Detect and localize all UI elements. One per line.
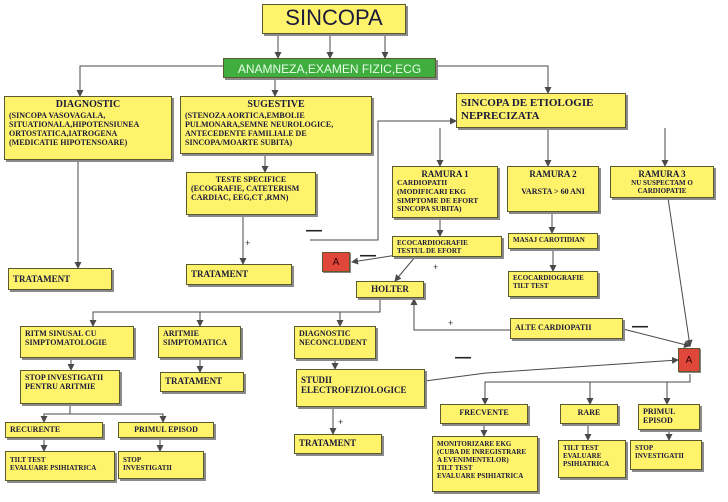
plus-label-teste: + [245,238,251,248]
sugestive-heading: SUGESTIVE [247,99,305,110]
aritmie-text: ARITMIE SIMPTOMATICA [163,329,228,348]
tratament-studii-text: TRATAMENT [299,438,357,448]
frecvente-box [440,404,528,424]
eco-tilt-box [508,271,598,297]
plus-label-studii: + [338,417,344,427]
minus-label-eco: — [360,247,376,264]
alte-cardiopatii-text: ALTE CARDIOPATII [515,323,592,332]
tratament-diagnostic-box [8,268,112,290]
diagnostic-body: (SINCOPA VASOVAGALA, SITUATIONALA,HIPOTENSIUNEA ORTOSTATICA,IATROGENA (MEDICATIE HIPOTENSOARE) [9,110,140,148]
root-box [223,58,436,78]
tilt-psih-left-text: TILT TEST EVALUARE PSIHIATRICA [10,456,97,473]
monitorizare-box [432,436,538,492]
title-text: SINCOPA [285,5,383,30]
tratament-aritmie-text: TRATAMENT [165,376,223,386]
tratament-teste-box [186,264,292,285]
connector-a-right-text: A [685,355,693,366]
ramura2-body: VARSTA > 60 ANI [521,187,585,197]
teste-body: (ECOGRAFIE, CATETERISM CARDIAC, EEG,CT ,RMN) [191,184,300,203]
primul-episod-right-text: PRIMUL EPISOD [643,407,676,426]
stop-left-box [118,451,204,479]
root-text: ANAMNEZA,EXAMEN FIZIC,ECG [237,62,422,76]
connector-a-right [678,348,700,372]
frecvente-text: FRECVENTE [459,408,509,417]
ramura1-heading: RAMURA 1 [421,169,469,179]
ramura2-heading: RAMURA 2 [529,169,577,179]
ritm-sinusal-text: RITM SINUSAL CU SIMPTOMATOLOGIE [25,329,107,348]
masaj-text: MASAJ CAROTIDIAN [513,236,585,244]
recurente-text: RECURENTE [10,425,61,434]
holter-box [356,281,424,298]
ramura3-box [610,166,714,198]
aritmie-box [158,326,241,358]
teste-heading: TESTE SPECIFICE [215,175,287,184]
eco-efort-text: ECOCARDIOGRAFIE TESTUL DE EFORT [397,239,468,256]
tratament-aritmie-box [160,372,244,392]
primul-episod-left-box [118,422,214,438]
eco-efort-box [392,236,502,257]
plus-label-alte: + [448,318,454,328]
ramura1-box [392,166,498,218]
connector-a-left-text: A [332,257,340,268]
holter-text: HOLTER [371,284,409,294]
etiologie-text: SINCOPA DE ETIOLOGIE NEPRECIZATA [461,97,594,122]
tilt-psih-left-box [5,451,115,481]
neconcludent-box [294,326,376,359]
sugestive-box [180,96,372,154]
ramura2-box [507,166,599,212]
minus-label-alte: — [632,318,648,335]
tratament-diagnostic-text: TRATAMENT [13,274,71,284]
tilt-psih-right-text: TILT TEST EVALUARE PSIHIATRICA [563,444,610,469]
alte-cardiopatii-box [510,318,623,339]
tilt-psih-right-box [558,440,626,478]
connector-a-left [322,252,350,272]
tratament-studii-box [294,434,382,454]
stop-right-box [630,440,702,470]
ritm-sinusal-box [20,326,134,358]
ramura1-body: CARDIOPATII (MODIFICARI EKG SIMPTOME DE EFORT SINCOPA SUBITA) [397,178,479,214]
recurente-box [5,422,103,438]
masaj-box [508,233,598,249]
rare-box [560,404,618,424]
stop-right-text: STOP INVESTIGATII [635,444,684,461]
stop-aritmie-box [20,370,120,404]
etiologie-box [456,93,626,128]
studii-box [296,369,425,407]
minus-label-studii: — [455,349,471,366]
diagnostic-box [4,96,172,160]
studii-text: STUDII ELECTROFIZIOLOGICE [301,375,407,396]
ramura3-heading: RAMURA 3 [638,169,686,179]
primul-episod-left-text: PRIMUL EPISOD [134,425,198,434]
minus-label-teste: — [306,222,322,239]
stop-aritmie-text: STOP INVESTIGATII PENTRU ARITMIE [25,373,104,392]
title-box [262,4,406,34]
stop-left-text: STOP INVESTIGATII [123,456,172,473]
rare-text: RARE [577,408,601,417]
neconcludent-text: DIAGNOSTIC NECONCLUDENT [299,329,368,348]
monitorizare-text: MONITORIZARE EKG (CUBA DE INREGISTRARE A EVENIMENTELOR) TILT TEST EVALUARE PSIHIATRICA [437,440,527,481]
diagnostic-heading: DIAGNOSTIC [55,99,121,110]
primul-episod-right-box [638,404,700,430]
sugestive-body: (STENOZA AORTICA,EMBOLIE PULMONARA,SEMNE NEUROLOGICE, ANTECEDENTE FAMILIALE DE SINCOPA/MOARTE SUBITA) [185,110,334,148]
ramura3-body: NU SUSPECTAM O CARDIOPATIE [631,179,693,196]
eco-tilt-text: ECOCARDIOGRAFIE TILT TEST [513,274,584,291]
teste-box [186,172,316,215]
tratament-teste-text: TRATAMENT [191,269,249,279]
plus-label-eco: + [433,262,439,272]
